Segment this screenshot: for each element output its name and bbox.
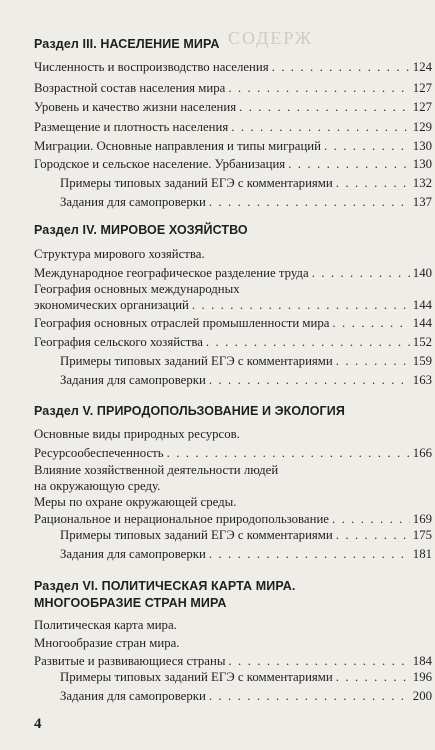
- entry-title: экономических организаций: [34, 298, 189, 312]
- page-number: 127: [412, 100, 432, 114]
- toc-entry-sub[interactable]: [60, 372, 432, 388]
- entry-title: Возрастной состав населения мира: [34, 81, 226, 95]
- toc-entry[interactable]: [34, 334, 432, 350]
- page-number: 175: [412, 528, 432, 542]
- dot-leader: [336, 353, 410, 369]
- entry-title-line: Влияние хозяйственной деятельности людей: [34, 463, 279, 477]
- dot-leader: [209, 194, 410, 210]
- page-number: 166: [412, 446, 432, 460]
- entry-title: Рациональное и нерациональное природопользование: [34, 512, 329, 526]
- page-number: 200: [412, 689, 432, 703]
- entry-title-line: География основных международных: [34, 282, 240, 296]
- entry-title-line: Основные виды природных ресурсов.: [34, 427, 240, 441]
- entry-title: Задания для самопроверки: [60, 195, 206, 209]
- page-number: 184: [412, 654, 432, 668]
- dot-leader: [209, 688, 410, 704]
- page-number: 144: [412, 316, 432, 330]
- section-heading-5: Раздел V. ПРИРОДОПОЛЬЗОВАНИЕ И ЭКОЛОГИЯ: [34, 404, 345, 418]
- dot-leader: [332, 315, 409, 331]
- section-heading-line: Раздел VI. ПОЛИТИЧЕСКАЯ КАРТА МИРА.: [34, 579, 296, 593]
- toc-entry[interactable]: [34, 99, 432, 115]
- page-number: 127: [412, 81, 432, 95]
- toc-entry-sub[interactable]: [60, 353, 432, 369]
- dot-leader: [228, 653, 409, 669]
- page-number: 132: [412, 176, 432, 190]
- dot-leader: [336, 175, 410, 191]
- page-number: 169: [412, 512, 432, 526]
- entry-title: География основных отраслей промышленности мира: [34, 316, 330, 330]
- dot-leader: [336, 527, 410, 543]
- entry-title-line: Политическая карта мира.: [34, 618, 177, 632]
- page-number: 124: [412, 60, 432, 74]
- entry-title: Примеры типовых заданий ЕГЭ с комментариями: [60, 176, 333, 190]
- toc-entry[interactable]: [34, 119, 432, 135]
- page-folio: 4: [34, 716, 42, 732]
- page-number: 140: [412, 266, 432, 280]
- entry-title-line: Структура мирового хозяйства.: [34, 247, 205, 261]
- toc-entry[interactable]: [34, 156, 432, 172]
- entry-title-line: Многообразие стран мира.: [34, 636, 180, 650]
- entry-title: Миграции. Основные направления и типы миграций: [34, 139, 321, 153]
- dot-leader: [167, 445, 410, 461]
- toc-entry[interactable]: [34, 281, 432, 313]
- dot-leader: [272, 59, 410, 75]
- entry-title: Задания для самопроверки: [60, 547, 206, 561]
- dot-leader: [324, 138, 410, 154]
- page-number: 137: [412, 195, 432, 209]
- dot-leader: [209, 546, 410, 562]
- page-number: 129: [412, 120, 432, 134]
- toc-entry-sub[interactable]: [60, 546, 432, 562]
- entry-title: Развитые и развивающиеся страны: [34, 654, 226, 668]
- entry-title: Уровень и качество жизни населения: [34, 100, 237, 114]
- dot-leader: [231, 119, 410, 135]
- show-through-text: СОДЕРЖ: [228, 28, 313, 48]
- toc-entry-sub[interactable]: [60, 669, 432, 685]
- toc-entry[interactable]: [34, 138, 432, 154]
- dot-leader: [336, 669, 410, 685]
- entry-title: География сельского хозяйства: [34, 335, 203, 349]
- entry-title: Ресурсообеспеченность: [34, 446, 164, 460]
- toc-entry[interactable]: [34, 59, 432, 75]
- entry-title: Примеры типовых заданий ЕГЭ с комментариями: [60, 670, 333, 684]
- page-number: 152: [412, 335, 432, 349]
- toc-entry[interactable]: [34, 462, 432, 527]
- section-heading-3: Раздел III. НАСЕЛЕНИЕ МИРА: [34, 37, 220, 51]
- toc-entry-sub[interactable]: [60, 688, 432, 704]
- entry-title: Задания для самопроверки: [60, 373, 206, 387]
- entry-title: Примеры типовых заданий ЕГЭ с комментариями: [60, 354, 333, 368]
- entry-title: Примеры типовых заданий ЕГЭ с комментариями: [60, 528, 333, 542]
- toc-entry[interactable]: [34, 426, 432, 461]
- page-number: 196: [412, 670, 432, 684]
- section-heading-6: [34, 578, 414, 612]
- page-number: 144: [412, 298, 432, 312]
- toc-entry[interactable]: [34, 80, 432, 96]
- page-number: 130: [412, 157, 432, 171]
- entry-title: Размещение и плотность населения: [34, 120, 229, 134]
- toc-entry[interactable]: [34, 315, 432, 331]
- dot-leader: [239, 99, 410, 115]
- entry-title: Городское и сельское население. Урбанизация: [34, 157, 286, 171]
- dot-leader: [192, 297, 410, 313]
- page-number: 181: [412, 547, 432, 561]
- page-number: 163: [412, 373, 432, 387]
- dot-leader: [228, 80, 409, 96]
- entry-title: Численность и воспроизводство населения: [34, 60, 269, 74]
- toc-entry-sub[interactable]: [60, 175, 432, 191]
- dot-leader: [209, 372, 410, 388]
- dot-leader: [312, 265, 410, 281]
- entry-title-line: Меры по охране окружающей среды.: [34, 495, 237, 509]
- entry-title: Международное географическое разделение труда: [34, 266, 309, 280]
- toc-entry[interactable]: [34, 246, 432, 281]
- page-number: 130: [412, 139, 432, 153]
- dot-leader: [332, 511, 410, 527]
- toc-entry[interactable]: [34, 617, 432, 669]
- section-heading-4: Раздел IV. МИРОВОЕ ХОЗЯЙСТВО: [34, 223, 248, 237]
- dot-leader: [206, 334, 410, 350]
- toc-entry-sub[interactable]: [60, 527, 432, 543]
- entry-title: Задания для самопроверки: [60, 689, 206, 703]
- toc-entry-sub[interactable]: [60, 194, 432, 210]
- dot-leader: [288, 156, 410, 172]
- entry-title-line: на окружающую среду.: [34, 479, 161, 493]
- section-heading-line: МНОГООБРАЗИЕ СТРАН МИРА: [34, 596, 227, 610]
- page-number: 159: [412, 354, 432, 368]
